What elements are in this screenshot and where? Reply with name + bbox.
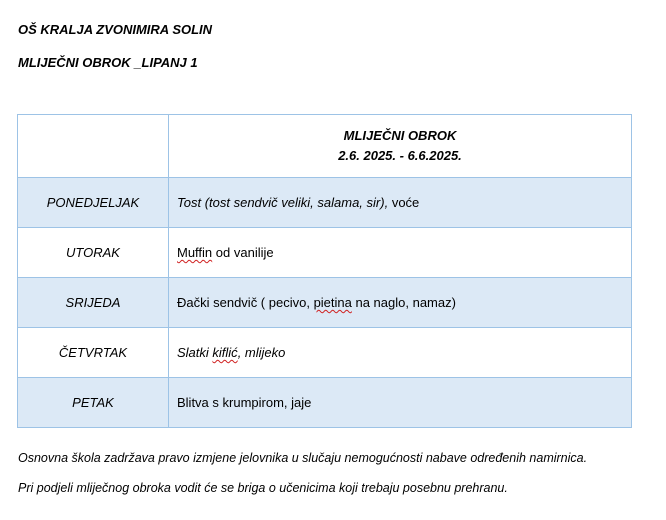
note-special-diet: Pri podjeli mliječnog obroka vodit će se briga o učenicima koji trebaju posebnu prehranu.	[18, 481, 508, 495]
school-name: OŠ KRALJA ZVONIMIRA SOLIN	[18, 22, 213, 37]
meal-cell	[169, 178, 632, 228]
header-empty-cell	[18, 115, 169, 178]
table-row-thursday	[18, 328, 632, 378]
table-row-monday	[18, 178, 632, 228]
meal-text: na naglo, namaz)	[351, 295, 456, 310]
table-row-tuesday	[18, 228, 632, 278]
table-title: MLIJEČNI OBROK	[343, 128, 457, 143]
table-dates: 2.6. 2025. - 6.6.2025.	[338, 148, 462, 163]
meal-text: Blitva s krumpirom, jaje	[177, 395, 312, 410]
meal-text: Tost (tost sendvič veliki, salama, sir),	[177, 195, 389, 210]
meal-text: Slatki	[177, 345, 213, 360]
meal-text: od vanilije	[212, 245, 274, 260]
menu-table	[17, 114, 632, 428]
document-subtitle: MLIJEČNI OBROK _LIPANJ 1	[18, 55, 198, 70]
meal-cell	[169, 378, 632, 428]
day-cell: PONEDJELJAK	[18, 178, 169, 228]
day-cell: UTORAK	[18, 228, 169, 278]
meal-cell	[169, 328, 632, 378]
day-cell: SRIJEDA	[18, 278, 169, 328]
meal-text: Muffin	[177, 245, 213, 260]
meal-text: voće	[388, 195, 420, 210]
meal-cell	[169, 228, 632, 278]
meal-text: pietina	[313, 295, 352, 310]
day-cell: ČETVRTAK	[18, 328, 169, 378]
table-row-friday	[18, 378, 632, 428]
meal-text: kiflić	[212, 345, 238, 360]
meal-text: Đački sendvič ( pecivo,	[177, 295, 314, 310]
meal-cell	[169, 278, 632, 328]
table-header-row	[18, 115, 632, 178]
header-title-cell	[169, 115, 632, 178]
note-substitution: Osnovna škola zadržava pravo izmjene jelovnika u slučaju nemogućnosti nabave određenih namirnica.	[18, 451, 588, 465]
day-cell: PETAK	[18, 378, 169, 428]
table-row-wednesday	[18, 278, 632, 328]
meal-text: , mlijeko	[237, 345, 286, 360]
